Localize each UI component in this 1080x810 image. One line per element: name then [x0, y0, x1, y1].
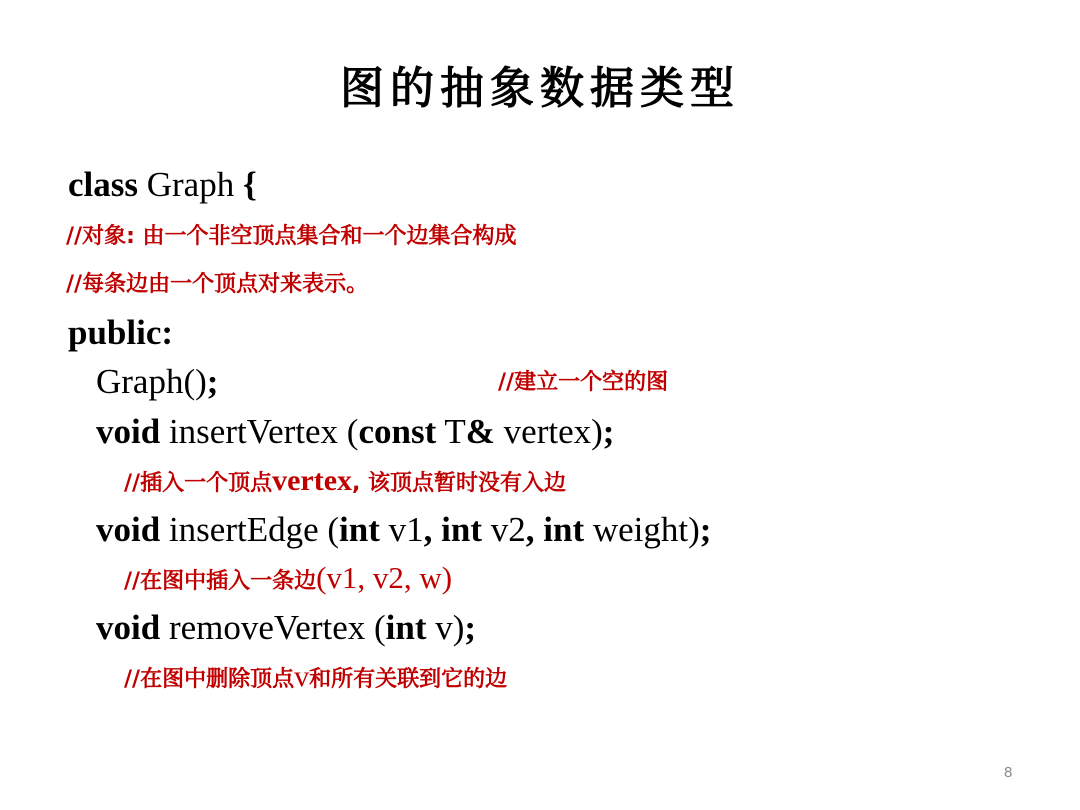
keyword-void: void: [96, 608, 161, 647]
param-v: v): [426, 608, 465, 647]
semicolon: ;: [699, 510, 712, 549]
keyword-public: public:: [68, 313, 174, 352]
keyword-int: int: [339, 510, 380, 549]
method-insert-vertex: insertVertex (: [160, 412, 359, 451]
keyword-void: void: [96, 412, 161, 451]
comment-constructor: //建立一个空的图: [498, 370, 669, 395]
comment-insert-vertex-pre: //插入一个顶点: [124, 471, 273, 496]
comment-vertex-name: vertex: [272, 464, 353, 497]
comment-object: //对象: 由一个非空顶点集合和一个边集合构成: [66, 224, 517, 249]
keyword-void: void: [96, 510, 161, 549]
open-brace: {: [242, 165, 257, 204]
keyword-const: const: [358, 412, 437, 451]
keyword-class: class: [68, 165, 138, 204]
ampersand: &: [465, 412, 495, 451]
comment-remove-vertex-post: 和所有关联到它的边: [309, 667, 508, 692]
comment-insert-edge: [124, 560, 453, 597]
comment-vertex-v: v: [294, 660, 310, 693]
param-v2: v2: [482, 510, 526, 549]
class-name: Graph: [138, 165, 243, 204]
param-weight: weight): [584, 510, 700, 549]
comment-edge-args: (v1, v2, w): [316, 560, 453, 595]
comment-remove-vertex: [124, 662, 507, 695]
param-v1: v1: [379, 510, 424, 549]
comment-remove-vertex-pre: //在图中删除顶点: [124, 667, 295, 692]
comment-edge-pair: //每条边由一个顶点对来表示。: [66, 272, 369, 297]
param-vertex: vertex): [494, 412, 603, 451]
code-line-insert-vertex: [96, 412, 614, 452]
slide-title: 图的抽象数据类型: [340, 63, 740, 114]
keyword-int: int: [543, 510, 585, 549]
comment-insert-vertex-post: , 该顶点暂时没有入边: [352, 471, 567, 496]
code-line-remove-vertex: [96, 608, 476, 648]
comment-insert-edge-pre: //在图中插入一条边: [124, 569, 317, 594]
code-line-constructor: [96, 362, 218, 402]
code-line-insert-edge: [96, 510, 711, 550]
comma: ,: [525, 510, 535, 549]
method-remove-vertex: removeVertex (: [160, 608, 386, 647]
code-line-public: [68, 313, 173, 353]
page-number: 8: [1004, 764, 1013, 781]
keyword-int: int: [441, 510, 482, 549]
comment-insert-vertex: [124, 466, 566, 499]
semicolon: ;: [602, 412, 615, 451]
constructor-text: Graph(): [96, 362, 207, 401]
comma: ,: [423, 510, 433, 549]
semicolon: ;: [464, 608, 477, 647]
type-t: T: [436, 412, 466, 451]
method-insert-edge: insertEdge (: [160, 510, 340, 549]
keyword-int: int: [385, 608, 427, 647]
semicolon: ;: [206, 362, 219, 401]
code-line-class: [68, 165, 257, 205]
